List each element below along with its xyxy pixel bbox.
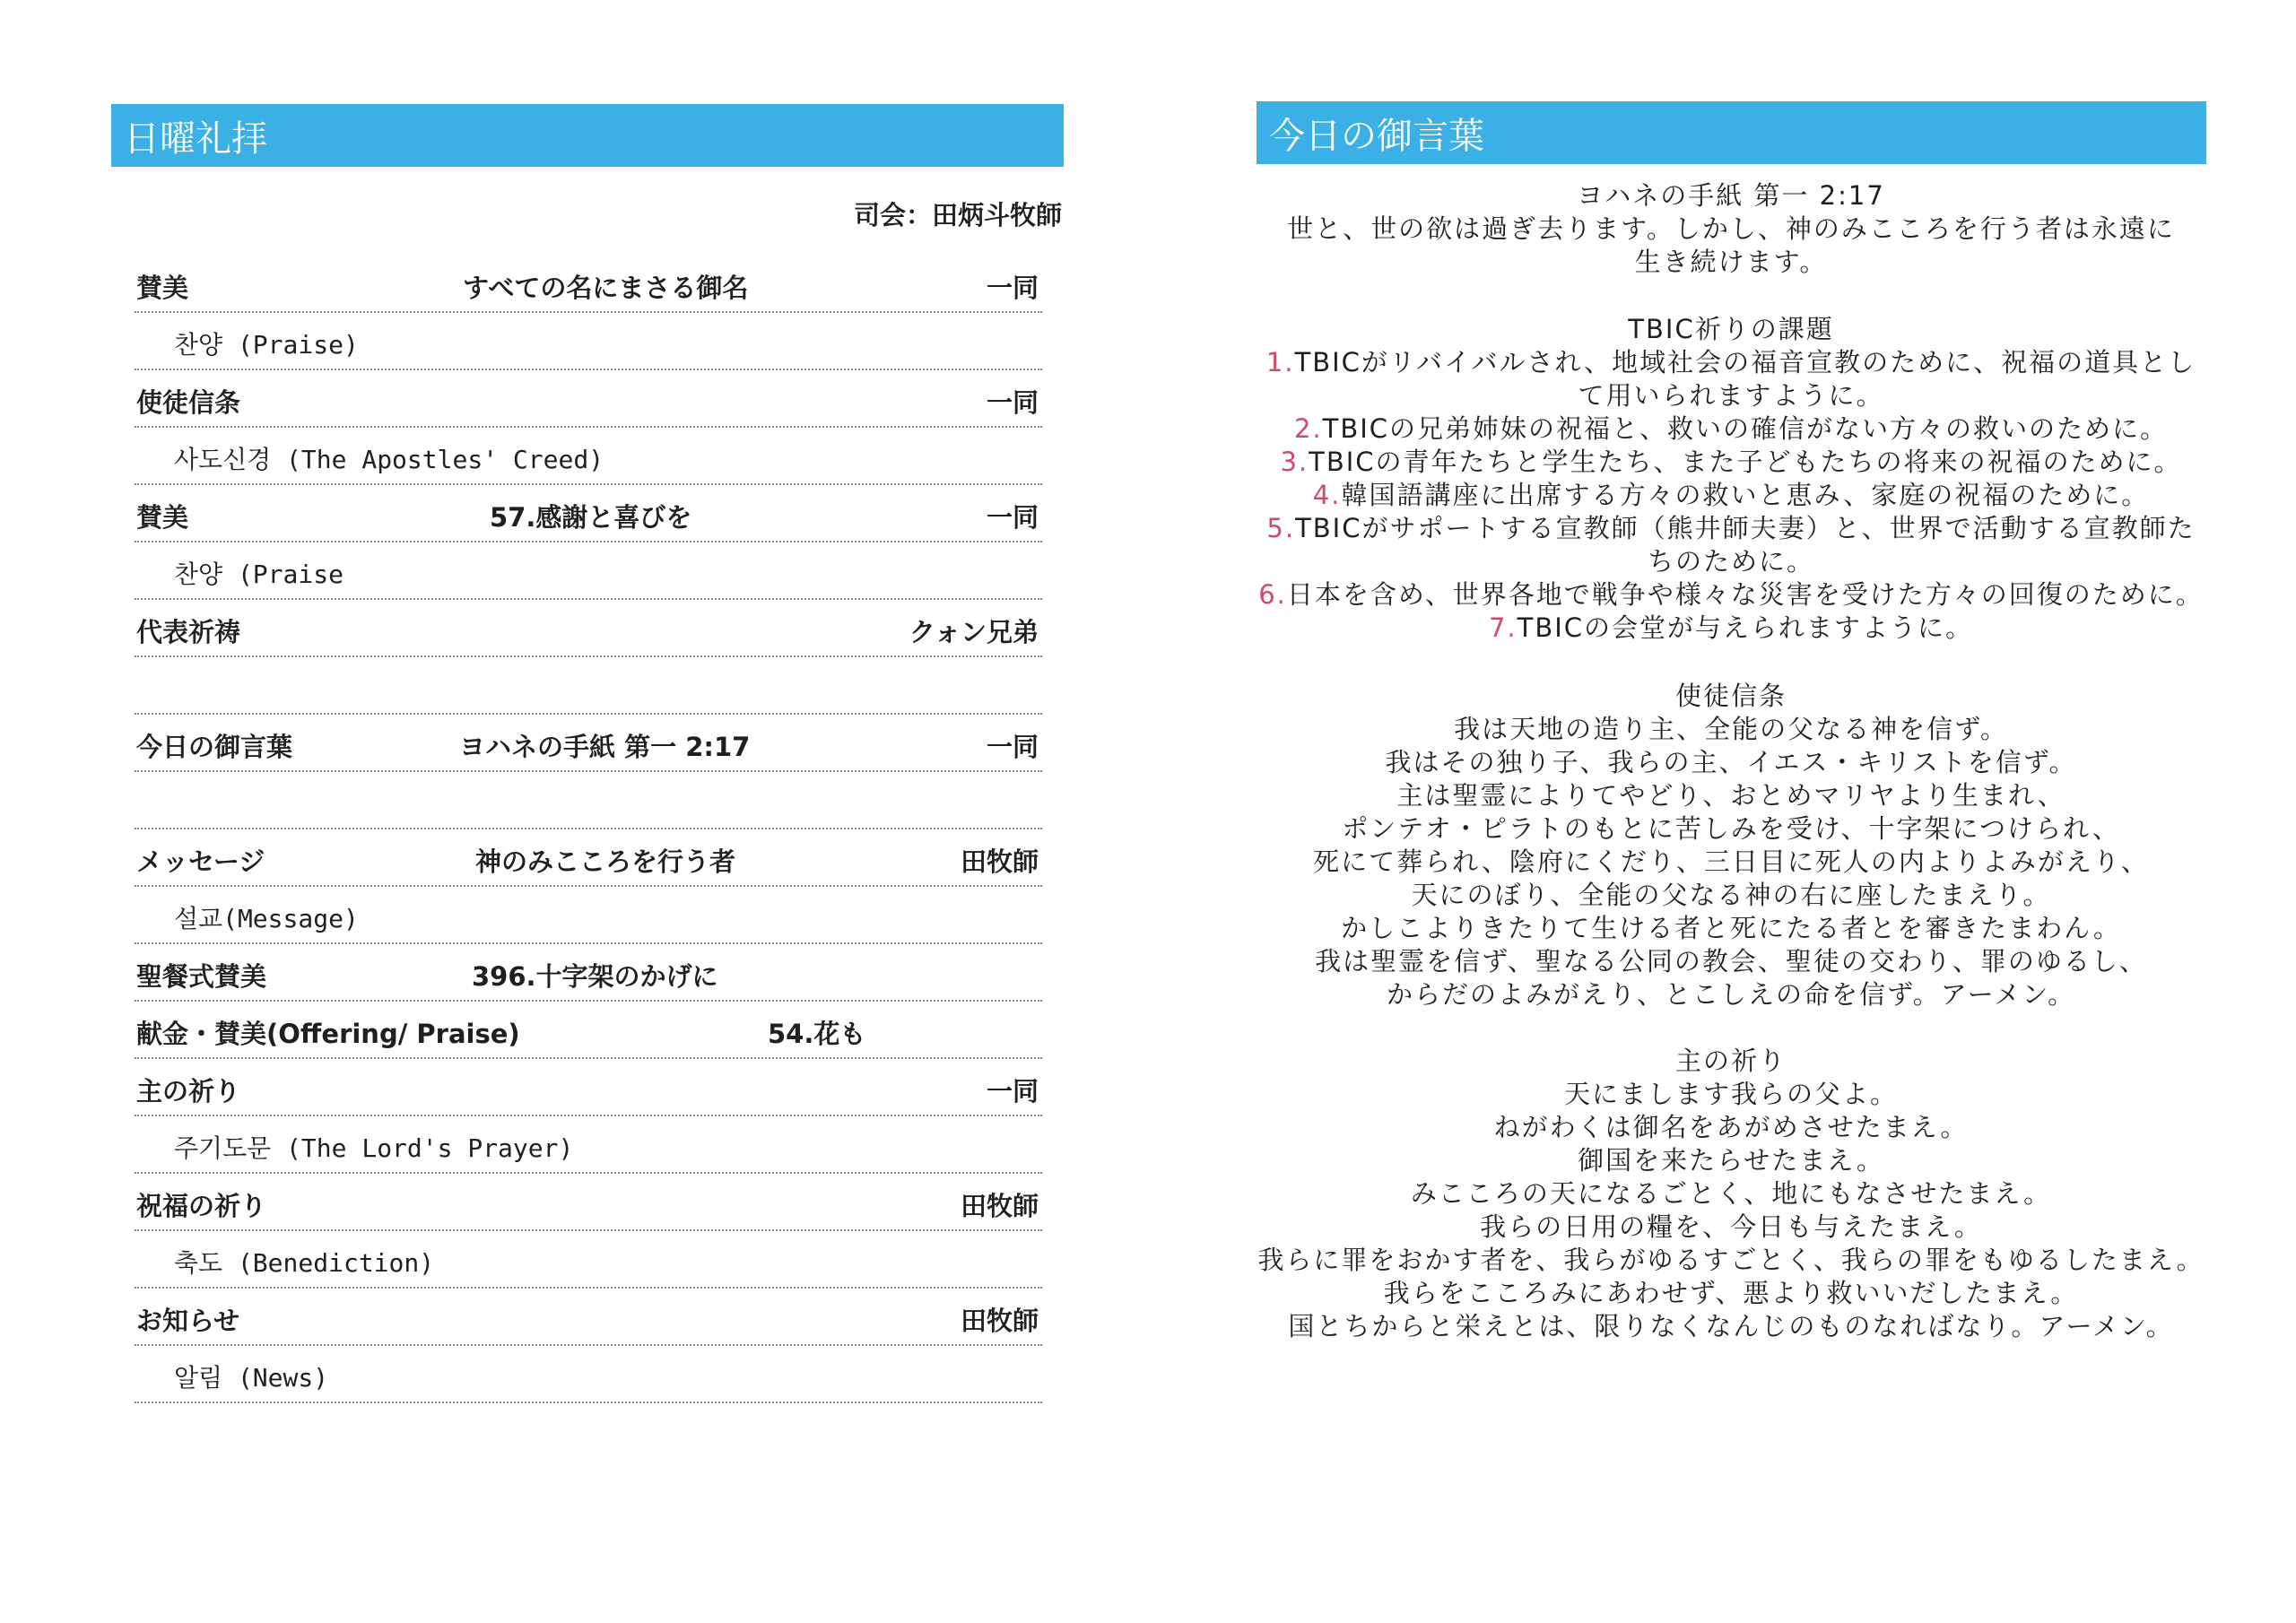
order-item-label: 献金・賛美(Offering/ Praise) — [136, 1019, 520, 1049]
prayer-request-number: 2. — [1293, 413, 1323, 444]
order-row — [135, 715, 1042, 772]
creed-line: 主は聖霊によりてやどり、おとめマリヤより生まれ、 — [1396, 780, 2066, 811]
presider-label: 司会：田炳斗牧師 — [853, 200, 1062, 230]
prayer-request-text: 韓国語講座に出席する方々の救いと恵み、家庭の祝福のために。 — [1341, 480, 2150, 510]
creed-line: 我はその独り子、我らの主、イエス・キリストを信ず。 — [1385, 747, 2077, 777]
order-row — [135, 542, 1042, 600]
order-item-label: メッセージ — [136, 846, 265, 877]
order-item-translation: 주기도문 (The Lord's Prayer) — [174, 1133, 574, 1163]
order-item-translation: 찬양 (Praise — [174, 560, 344, 589]
order-item-leader: 田牧師 — [960, 846, 1039, 877]
prayer-request-text: て用いられますように。 — [1578, 380, 1884, 411]
order-row — [135, 1346, 1042, 1403]
prayer-request-number: 1. — [1265, 347, 1295, 378]
apostles-creed-block — [1247, 680, 2215, 1011]
order-item-label: 祝福の祈り — [136, 1191, 267, 1221]
order-item-leader: 一同 — [986, 1076, 1039, 1107]
todays-word-title: 今日の御言葉 — [1269, 115, 1484, 157]
order-row — [135, 887, 1042, 944]
order-item-title: ヨハネの手紙 第一 2:17 — [459, 732, 751, 762]
order-item-translation: 설교(Message) — [174, 904, 359, 933]
order-row — [135, 1231, 1042, 1289]
order-row — [135, 1059, 1042, 1116]
prayer-request-number: 3. — [1280, 447, 1309, 477]
prayer-requests-block — [1247, 313, 2215, 645]
creed-line: からだのよみがえり、とこしえの命を信ず。アーメン。 — [1386, 979, 2076, 1010]
prayer-request-number: 4. — [1312, 480, 1342, 510]
lords-prayer-line: 国とちからと栄えとは、限りなくなんじのものなればなり。アーメン。 — [1288, 1311, 2174, 1341]
order-item-label: 賛美 — [136, 502, 189, 533]
worship-order-header — [111, 104, 1064, 167]
prayer-request-line — [1247, 612, 2215, 645]
order-item-title: すべての名にまさる御名 — [463, 273, 749, 303]
order-item-translation: 알림 (News) — [174, 1363, 329, 1393]
order-item-label: 代表祈祷 — [136, 617, 241, 647]
order-item-label: 使徒信条 — [136, 387, 241, 418]
order-item-label: 今日の御言葉 — [136, 732, 293, 762]
verse-line: 世と、世の欲は過ぎ去ります。しかし、神のみこころを行う者は永遠に — [1287, 213, 2175, 244]
prayer-request-line — [1247, 346, 2215, 379]
prayer-request-text: 日本を含め、世界各地で戦争や様々な災害を受けた方々の回復のために。 — [1286, 579, 2204, 610]
creed-line: 我は天地の造り主、全能の父なる神を信ず。 — [1454, 714, 2008, 744]
worship-order-title: 日曜礼拝 — [124, 117, 267, 160]
order-row — [135, 657, 1042, 715]
verse-block — [1247, 179, 2215, 279]
prayer-request-line — [1247, 379, 2215, 412]
lords-prayer-title: 主の祈り — [1674, 1046, 1787, 1076]
lords-prayer-line: 我らをこころみにあわせず、悪より救いいだしたまえ。 — [1383, 1278, 2079, 1308]
order-row — [135, 485, 1042, 542]
creed-line: 死にて葬られ、陰府にくだり、三日目に死人の内よりよみがえり、 — [1313, 846, 2149, 877]
order-row — [135, 1002, 1042, 1059]
prayer-request-line — [1247, 412, 2215, 446]
prayer-request-line — [1247, 479, 2215, 512]
prayer-request-text: TBICの兄弟姉妹の祝福と、救いの確信がない方々の救いのために。 — [1322, 413, 2169, 444]
lords-prayer-line: 天にまします我らの父よ。 — [1563, 1079, 1898, 1109]
prayer-request-text: TBICがリバイバルされ、地域社会の福音宣教のために、祝福の道具とし — [1294, 347, 2196, 378]
order-row — [135, 944, 1042, 1002]
prayer-request-line — [1247, 578, 2215, 612]
order-item-translation: 찬양 (Praise) — [174, 330, 359, 360]
order-item-leader: クォン兄弟 — [909, 617, 1039, 647]
lords-prayer-line: 我らに罪をおかす者を、我らがゆるすごとく、我らの罪をもゆるしたまえ。 — [1257, 1245, 2205, 1275]
order-row — [135, 370, 1042, 428]
order-item-title: 54.花も — [768, 1019, 866, 1049]
prayer-request-text: TBICの会堂が与えられますように。 — [1517, 612, 1974, 643]
order-item-label: 賛美 — [136, 273, 189, 303]
order-item-translation: 사도신경 (The Apostles' Creed) — [174, 445, 604, 474]
lords-prayer-line: 御国を来たらせたまえ。 — [1578, 1145, 1884, 1176]
order-row — [135, 1174, 1042, 1231]
order-row — [135, 1116, 1042, 1174]
prayer-request-line — [1247, 512, 2215, 545]
verse-text — [1247, 213, 2215, 279]
order-row — [135, 1289, 1042, 1346]
prayer-request-text: TBICの青年たちと学生たち、また子どもたちの将来の祝福のために。 — [1309, 447, 2182, 477]
verse-reference: ヨハネの手紙 第一 2:17 — [1577, 180, 1885, 211]
verse-line: 生き続けます。 — [1634, 247, 1828, 277]
apostles-creed-text — [1247, 713, 2215, 1011]
lords-prayer-line: みこころの天になるごとく、地にもなさせたまえ。 — [1410, 1178, 2052, 1209]
prayer-request-number: 6. — [1258, 579, 1287, 610]
lords-prayer-text — [1247, 1078, 2215, 1343]
lords-prayer-line: ねがわくは御名をあがめさせたまえ。 — [1493, 1112, 1969, 1142]
order-row — [135, 256, 1042, 313]
lords-prayer-block — [1247, 1045, 2215, 1343]
order-item-label: 聖餐式賛美 — [136, 961, 267, 992]
order-row — [135, 829, 1042, 887]
prayer-request-number: 5. — [1266, 513, 1296, 543]
creed-line: 天にのぼり、全能の父なる神の右に座したまえり。 — [1411, 880, 2051, 910]
order-item-leader: 一同 — [986, 387, 1039, 418]
prayer-requests-list — [1247, 346, 2215, 645]
order-item-title: 396.十字架のかげに — [472, 961, 718, 992]
order-item-title: 57.感謝と喜びを — [490, 502, 692, 533]
prayer-requests-title: TBIC祈りの課題 — [1628, 314, 1834, 344]
order-item-label: 主の祈り — [136, 1076, 241, 1107]
order-item-leader: 一同 — [986, 502, 1039, 533]
order-row — [135, 428, 1042, 485]
order-item-label: お知らせ — [136, 1306, 240, 1336]
prayer-request-text: TBICがサポートする宣教師（熊井師夫妻）と、世界で活動する宣教師た — [1295, 513, 2196, 543]
todays-word-header — [1257, 101, 2206, 164]
creed-line: 我は聖霊を信ず、聖なる公同の教会、聖徒の交わり、罪のゆるし、 — [1315, 946, 2147, 976]
order-item-title: 神のみこころを行う者 — [475, 846, 736, 877]
order-item-leader: 一同 — [986, 732, 1039, 762]
apostles-creed-title: 使徒信条 — [1674, 681, 1787, 711]
order-row — [135, 772, 1042, 829]
order-row — [135, 600, 1042, 657]
creed-line: ポンテオ・ピラトのもとに苦しみを受け、十字架につけられ、 — [1342, 813, 2120, 844]
prayer-request-text: ちのために。 — [1647, 546, 1814, 577]
order-item-leader: 田牧師 — [960, 1306, 1039, 1336]
order-row — [135, 313, 1042, 370]
order-item-translation: 축도 (Benediction) — [174, 1248, 435, 1278]
order-item-leader: 一同 — [986, 273, 1039, 303]
order-item-leader: 田牧師 — [960, 1191, 1039, 1221]
prayer-request-line — [1247, 446, 2215, 479]
prayer-request-line — [1247, 545, 2215, 578]
prayer-request-number: 7. — [1488, 612, 1518, 643]
lords-prayer-line: 我らの日用の糧を、今日も与えたまえ。 — [1480, 1211, 1982, 1242]
creed-line: かしこよりきたりて生ける者と死にたる者とを審きたまわん。 — [1341, 913, 2121, 943]
